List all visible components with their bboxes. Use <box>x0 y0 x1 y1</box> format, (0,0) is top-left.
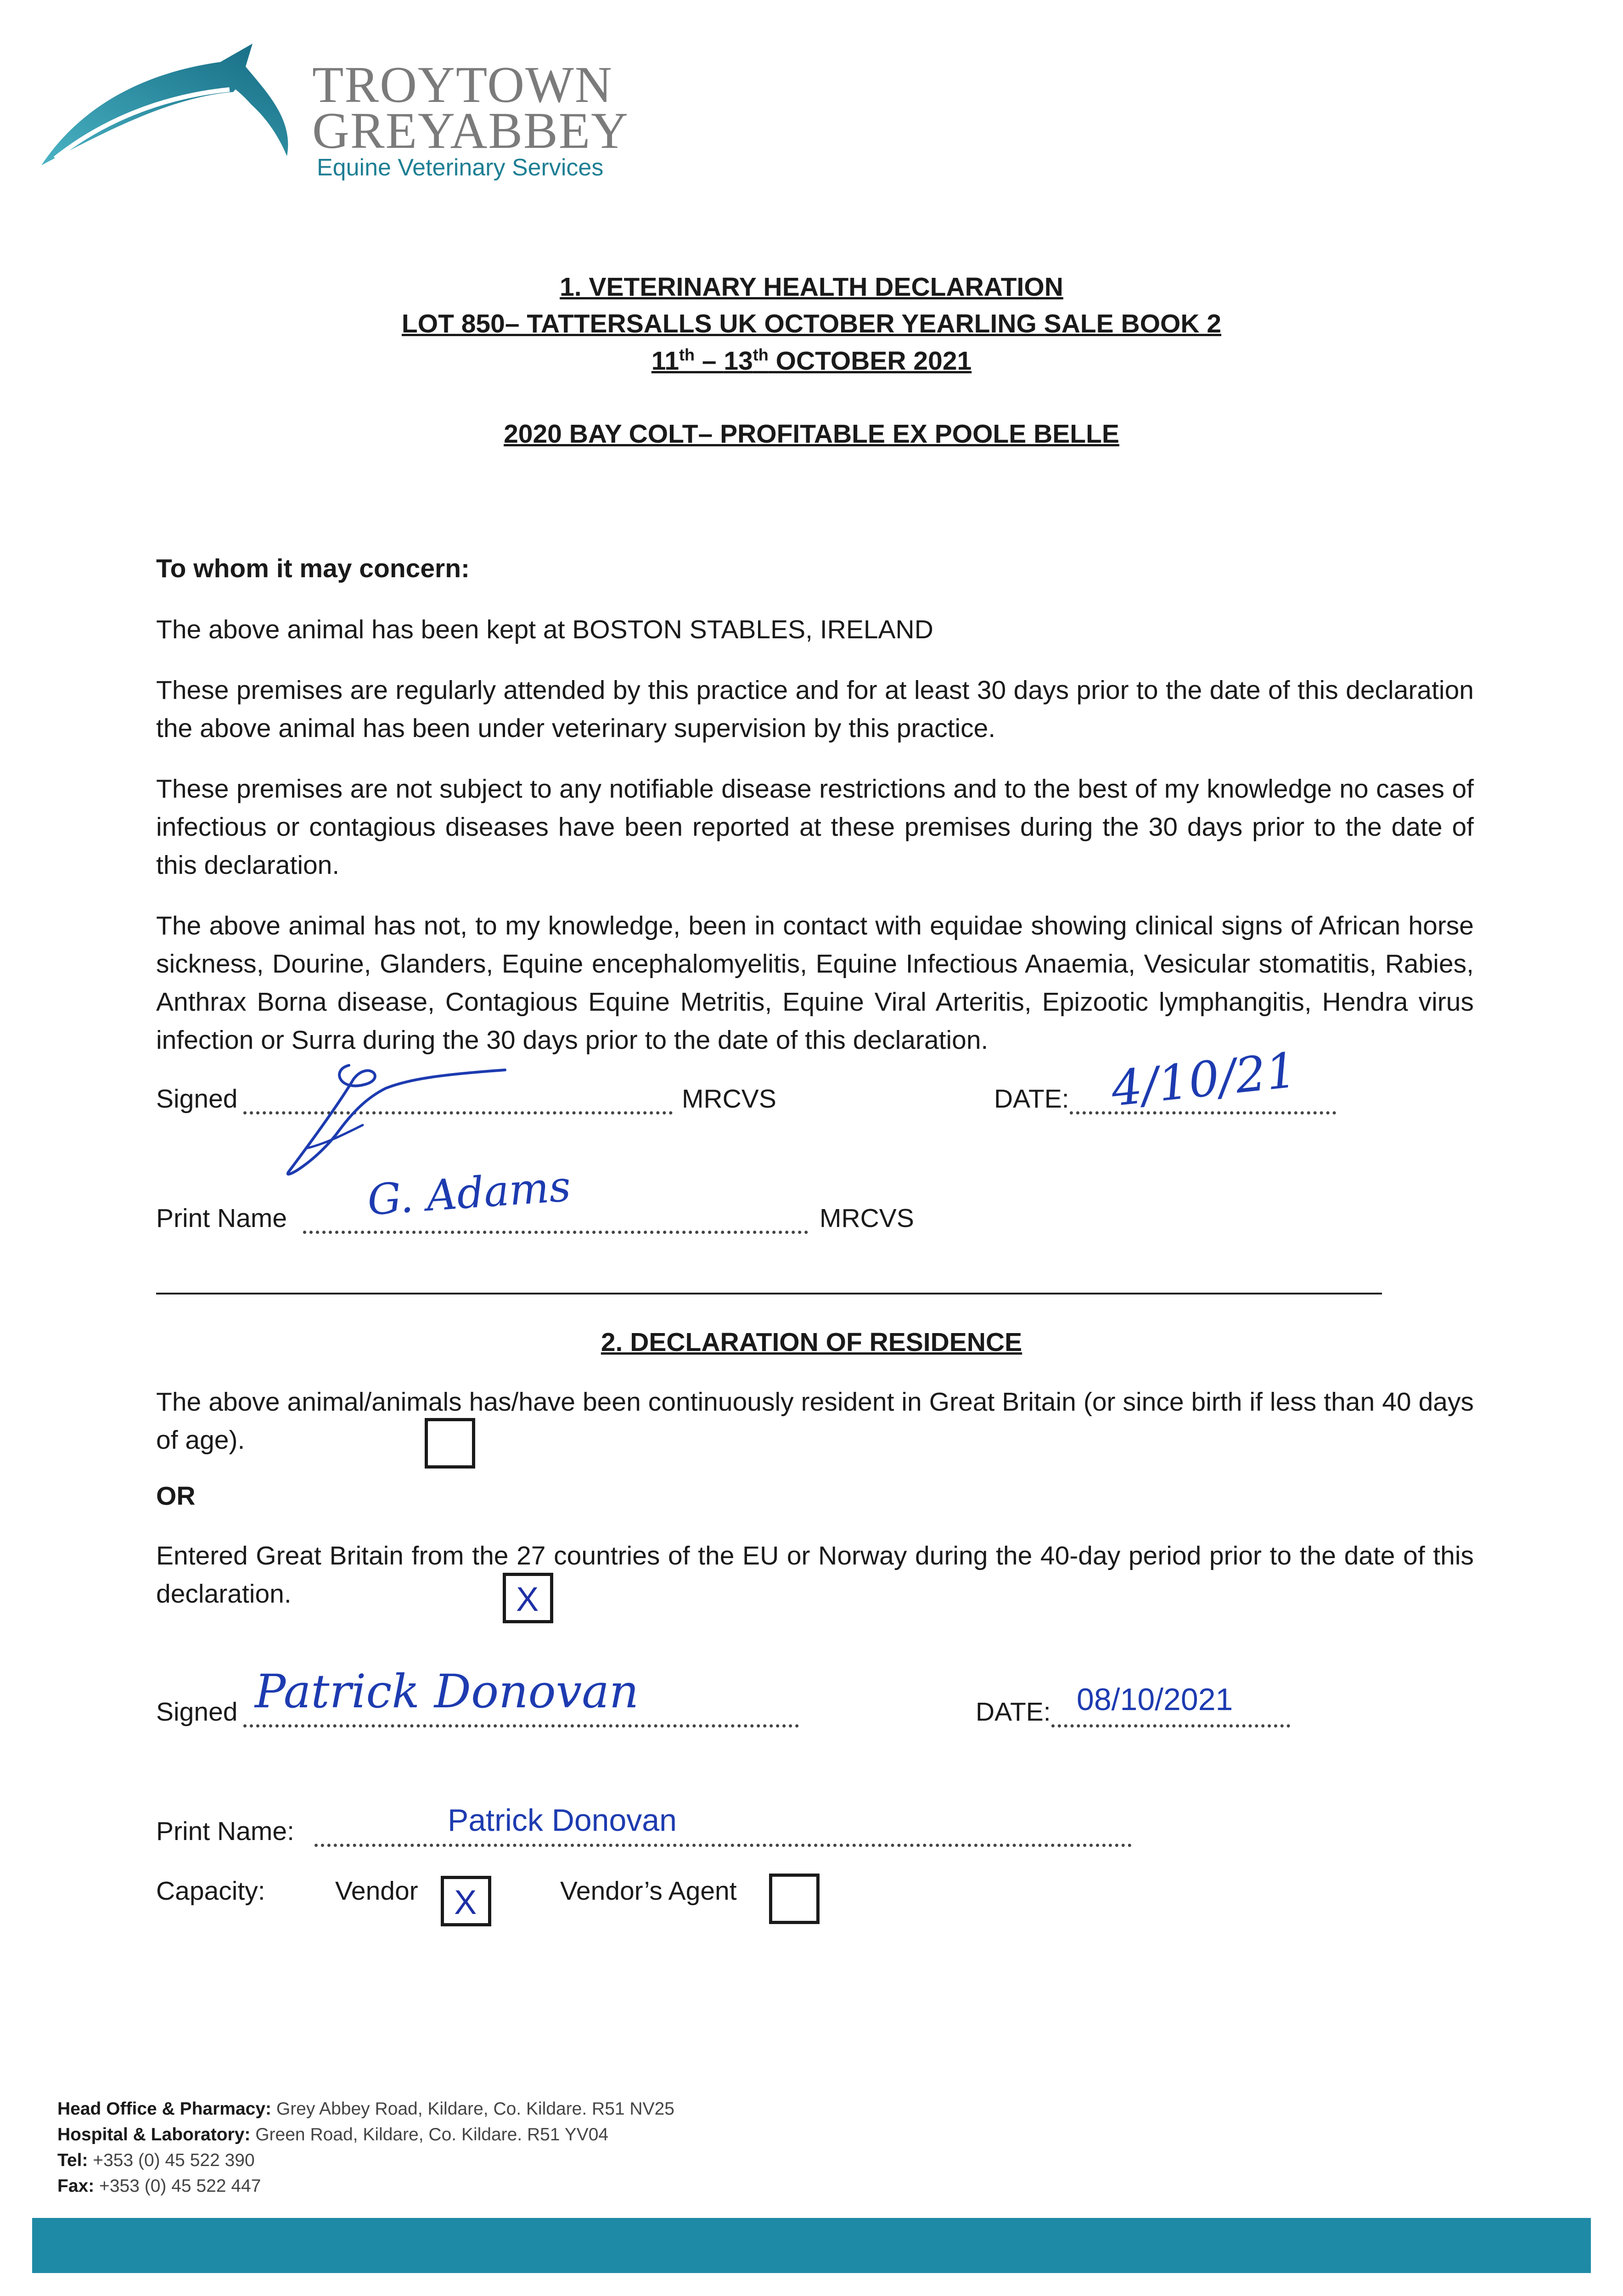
vet-print-name-mrcvs: MRCVS <box>820 1204 914 1233</box>
vendor-label: Vendor <box>335 1876 418 1906</box>
section-divider <box>156 1293 1382 1294</box>
vendors-agent-checkbox[interactable] <box>769 1874 820 1924</box>
vendor-print-name-value: Patrick Donovan <box>448 1803 677 1838</box>
contact-paragraph: The above animal has not, to my knowledge, been in contact with equidae showing clinical signs of African horse sickness, Dourine, Glanders, Equine encephalomyelitis, Equine Infectious Anaemia, Vesicular stomatitis, Rabies, Anthrax Borna disease, Contagious Equine Metritis, Equine Viral Arteritis, Epizootic lymphangitis, Hendra virus infection or Surra during the 30 days prior to the date of this declaration. <box>156 911 1474 1055</box>
declaration-1-title: 1. VETERINARY HEALTH DECLARATION <box>560 272 1063 302</box>
logo-tagline: Equine Veterinary Services <box>317 154 604 181</box>
residence-option-2-checkbox[interactable] <box>503 1573 553 1623</box>
logo-line-2: GREYABBEY <box>312 102 629 159</box>
supervision-paragraph: These premises are regularly attended by this practice and for at least 30 days prior to the date of this declaration the above animal has been under veterinary supervision by this practice. <box>156 675 1474 743</box>
vet-date-line <box>1070 1111 1336 1114</box>
vet-date-label: DATE: <box>994 1084 1069 1114</box>
footer-hospital: Hospital & Laboratory: Green Road, Kildare, Co. Kildare. R51 YV04 <box>57 2125 609 2144</box>
footer-contact <box>57 2096 674 2199</box>
vendor-signed-label: Signed <box>156 1697 238 1727</box>
vet-print-name-label: Print Name <box>156 1204 287 1233</box>
or-label: OR <box>156 1481 196 1511</box>
footer-tel: Tel: +353 (0) 45 522 390 <box>57 2150 255 2170</box>
vendor-print-name-label: Print Name: <box>156 1817 294 1846</box>
footer-head-office: Head Office & Pharmacy: Grey Abbey Road, Kildare, Co. Kildare. R51 NV25 <box>57 2099 674 2119</box>
capacity-label: Capacity: <box>156 1876 265 1906</box>
vet-signed-mrcvs: MRCVS <box>682 1084 776 1114</box>
vet-signed-label: Signed <box>156 1084 238 1114</box>
footer-band <box>32 2218 1591 2273</box>
vendor-print-name-line <box>314 1844 1132 1847</box>
sale-dates-heading: 11th – 13th OCTOBER 2021 <box>651 345 972 376</box>
vendor-date-value: 08/10/2021 <box>1077 1682 1233 1717</box>
vendor-signature-value: Patrick Donovan <box>255 1665 639 1718</box>
lot-heading: LOT 850– TATTERSALLS UK OCTOBER YEARLING SALE BOOK 2 <box>401 309 1222 338</box>
logo <box>37 41 634 193</box>
vendor-checkbox[interactable] <box>441 1876 491 1926</box>
horse-heading: 2020 BAY COLT– PROFITABLE EX POOLE BELLE <box>504 419 1119 449</box>
declaration-2-title: 2. DECLARATION OF RESIDENCE <box>601 1328 1022 1357</box>
residence-option-2: Entered Great Britain from the 27 countries of the EU or Norway during the 40-day period prior to the date of this declaration. <box>156 1541 1474 1609</box>
vendor-date-label: DATE: <box>976 1697 1051 1727</box>
vendor-signature-line <box>243 1724 799 1728</box>
logo-line-1: TROYTOWN <box>312 56 613 113</box>
vendor-date-line <box>1051 1724 1290 1728</box>
vet-date-value: 4/10/21 <box>1108 1042 1300 1117</box>
vet-print-name-value: G. Adams <box>365 1161 573 1225</box>
disease-restrictions-paragraph: These premises are not subject to any notifiable disease restrictions and to the best of my knowledge no cases of infectious or contagious diseases have been reported at these premises during the 30 days prior to the date of this declaration. <box>156 774 1474 880</box>
residence-option-1-checkbox[interactable] <box>425 1418 475 1469</box>
residence-option-2-mark: X <box>516 1580 539 1618</box>
vet-print-name-line <box>303 1231 808 1234</box>
horse-head-logo-icon <box>37 41 294 179</box>
vendors-agent-label: Vendor’s Agent <box>560 1876 737 1906</box>
salutation: To whom it may concern: <box>156 554 470 583</box>
vendor-mark: X <box>454 1883 477 1921</box>
footer-fax: Fax: +353 (0) 45 522 447 <box>57 2176 261 2196</box>
kept-at-paragraph: The above animal has been kept at BOSTON STABLES, IRELAND <box>156 615 933 644</box>
residence-option-1: The above animal/animals has/have been continuously resident in Great Britain (or since birth if less than 40 days of age). <box>156 1387 1474 1455</box>
